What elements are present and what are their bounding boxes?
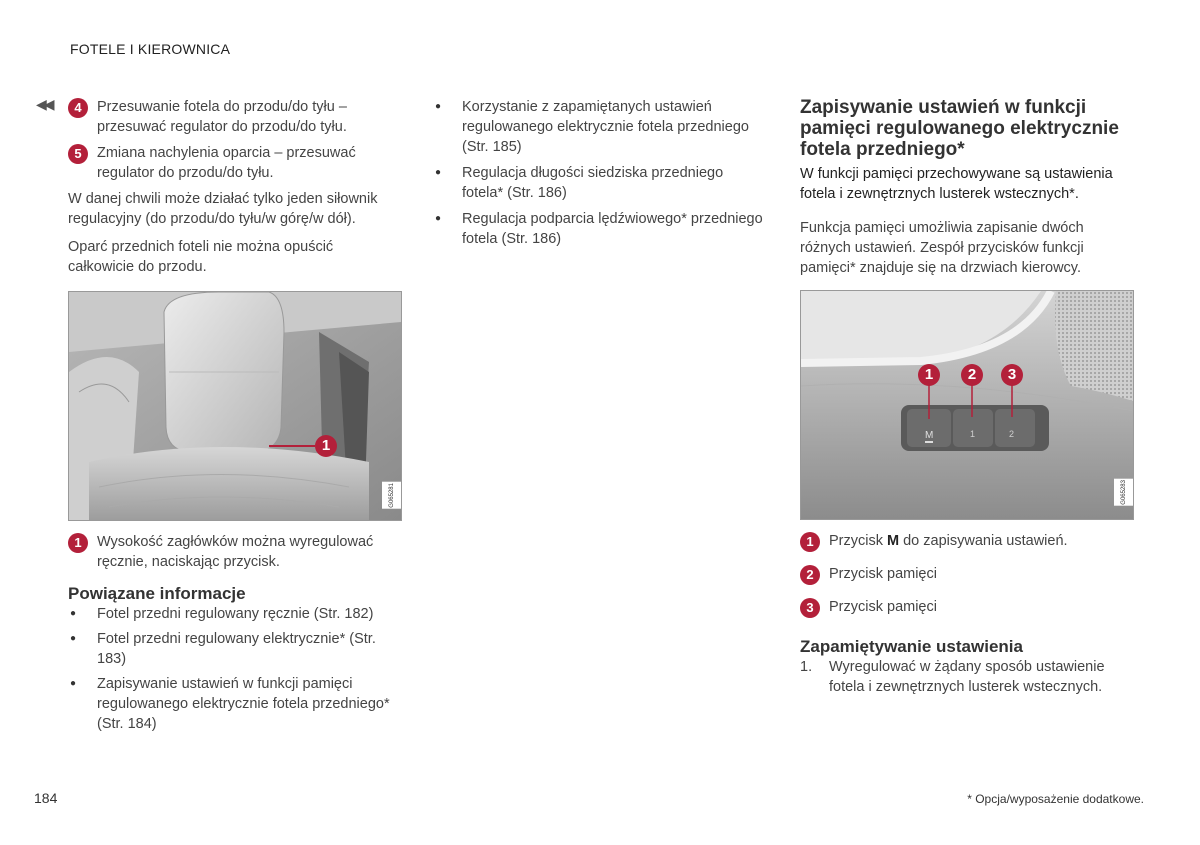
number-badge: 3 <box>800 598 820 618</box>
number-badge: 1 <box>68 533 88 553</box>
related-link[interactable]: ● Regulacja długości siedziska przedniego fotela* (Str. 186) <box>433 163 763 203</box>
number-badge: 2 <box>800 565 820 585</box>
callout-3: 3 <box>1001 364 1023 386</box>
memory-buttons-photo <box>800 290 1134 520</box>
button-label-m: M <box>925 430 934 441</box>
numbered-item <box>68 143 400 183</box>
door-panel-illustration <box>801 291 1133 519</box>
column-3 <box>800 97 1134 697</box>
button-label-1: 1 <box>970 429 976 439</box>
step-item <box>800 657 1134 697</box>
number-badge: 1 <box>800 532 820 552</box>
headrest-illustration <box>69 292 401 520</box>
related-link[interactable]: ● Fotel przedni regulowany ręcznie (Str. 182) <box>68 604 400 624</box>
lead-text: W funkcji pamięci przechowywane są ustawienia fotela i zewnętrznych lusterek wstecznych*. <box>800 166 1113 202</box>
subheading: Zapamiętywanie ustawienia <box>800 637 1023 656</box>
footnote: * Opcja/wyposażenie dodatkowe. <box>967 792 1144 806</box>
related-links-continued <box>433 97 763 249</box>
paragraph: Funkcja pamięci umożliwia zapisanie dwóch różnych ustawień. Zespół przycisków funkcji pamięci* znajduje się na drzwiach kierowcy. <box>800 220 1084 276</box>
headrest-photo <box>68 291 402 521</box>
related-link[interactable]: ● Fotel przedni regulowany elektrycznie* (Str. 183) <box>68 629 400 669</box>
numbered-item <box>68 97 400 137</box>
legend-item <box>800 597 1134 617</box>
caption-text: Wysokość zagłówków można wyregulować ręcznie, naciskając przycisk. <box>97 534 374 570</box>
related-link[interactable]: ● Korzystanie z zapamiętanych ustawień regulowanego elektrycznie fotela przedniego (Str. 185) <box>433 97 763 157</box>
number-badge: 5 <box>68 144 88 164</box>
legend-item <box>800 564 1134 584</box>
legend-text-post: do zapisywania ustawień. <box>899 533 1068 549</box>
related-link[interactable]: ● Zapisywanie ustawień w funkcji pamięci regulowanego elektrycznie fotela przedniego* (Str. 184) <box>68 674 400 734</box>
previous-page-icon[interactable]: ◀◀ <box>36 96 52 112</box>
section-title: FOTELE I KIEROWNICA <box>70 41 231 57</box>
legend-text: Przycisk pamięci <box>829 566 937 582</box>
image-caption <box>68 532 400 572</box>
paragraph: Oparć przednich foteli nie można opuścić całkowicie do przodu. <box>68 239 334 275</box>
number-badge: 4 <box>68 98 88 118</box>
callout-1: 1 <box>315 435 337 457</box>
article-heading: Zapisywanie ustawień w funkcji pamięci regulowanego elektrycznie fotela przedniego* <box>800 97 1119 160</box>
legend-item <box>800 531 1134 551</box>
image-code: G065283 <box>1114 479 1134 506</box>
related-links <box>68 604 400 734</box>
page-number: 184 <box>34 790 58 806</box>
column-1 <box>68 97 400 739</box>
image-code: G065281 <box>382 482 402 509</box>
related-heading: Powiązane informacje <box>68 584 246 603</box>
paragraph: W danej chwili może działać tylko jeden siłownik regulacyjny (do przodu/do tyłu/w górę/w dół). <box>68 191 378 227</box>
column-2 <box>433 97 763 254</box>
step-number: 1. <box>800 659 813 675</box>
legend-text-bold: M <box>887 533 900 549</box>
item-text: Przesuwanie fotela do przodu/do tyłu – przesuwać regulator do przodu/do tyłu. <box>97 99 347 135</box>
callout-1: 1 <box>918 364 940 386</box>
legend-text: Przycisk pamięci <box>829 599 937 615</box>
callout-2: 2 <box>961 364 983 386</box>
legend-text-pre: Przycisk <box>829 533 887 549</box>
button-label-2: 2 <box>1009 429 1015 439</box>
related-link[interactable]: ● Regulacja podparcia lędźwiowego* przedniego fotela (Str. 186) <box>433 209 763 249</box>
step-text: Wyregulować w żądany sposób ustawienie fotela i zewnętrznych lusterek wstecznych. <box>829 659 1105 695</box>
item-text: Zmiana nachylenia oparcia – przesuwać regulator do przodu/do tyłu. <box>97 145 356 181</box>
